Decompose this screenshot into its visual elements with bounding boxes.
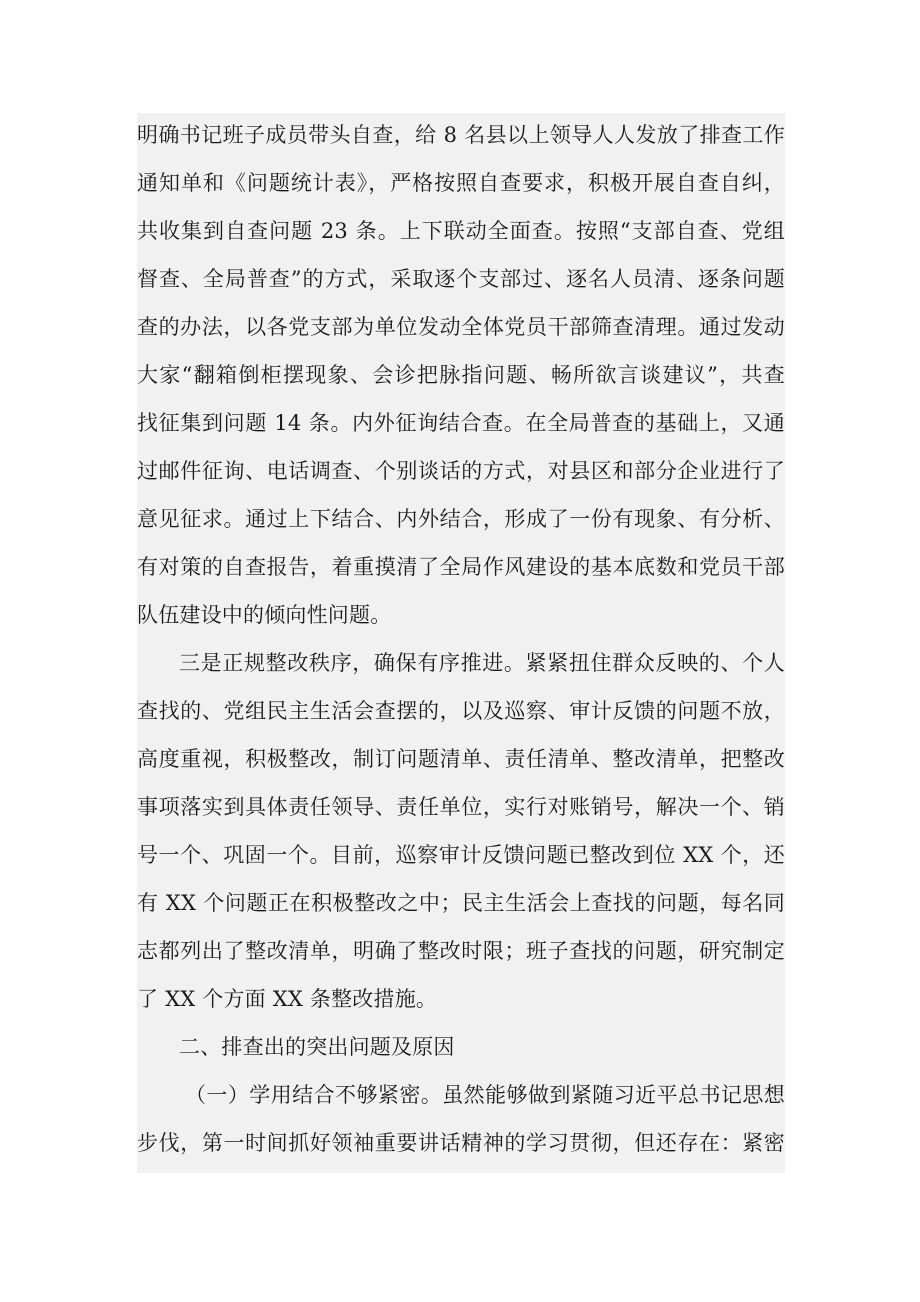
text-line: 有对策的自查报告，着重摸清了全局作风建设的基本底数和党员干部 [137, 555, 785, 579]
text-line: 找征集到问题 14 条。内外征询结合查。在全局普查的基础上，又通 [137, 411, 785, 435]
text-line: 共收集到自查问题 23 条。上下联动全面查。按照“支部自查、党组 [137, 219, 785, 243]
text-line: 大家“翻箱倒柜摆现象、会诊把脉指问题、畅所欲言谈建议”，共查 [137, 363, 785, 387]
text-line: 志都列出了整改清单，明确了整改时限；班子查找的问题，研究制定 [137, 939, 785, 963]
text-line: 查的办法，以各党支部为单位发动全体党员干部筛查清理。通过发动 [137, 315, 785, 339]
text-line: 意见征求。通过上下结合、内外结合，形成了一份有现象、有分析、 [137, 507, 785, 531]
document-body [137, 113, 785, 1173]
text-line: 通知单和《问题统计表》，严格按照自查要求，积极开展自查自纠， [137, 171, 785, 195]
section-heading: 二、排查出的突出问题及原因 [179, 1035, 455, 1059]
text-line: 明确书记班子成员带头自查，给 8 名县以上领导人人发放了排查工作 [137, 123, 785, 147]
text-line: 高度重视，积极整改，制订问题清单、责任清单、整改清单，把整改 [137, 747, 785, 771]
text-line: 了 XX 个方面 XX 条整改措施。 [137, 987, 438, 1011]
text-line: 过邮件征询、电话调查、个别谈话的方式，对县区和部分企业进行了 [137, 459, 785, 483]
paragraph-first-line: 三是正规整改秩序，确保有序推进。紧紧扭住群众反映的、个人 [179, 651, 785, 675]
paragraph-first-line: （一）学用结合不够紧密。虽然能够做到紧随习近平总书记思想 [185, 1083, 785, 1107]
text-line: 查找的、党组民主生活会查摆的，以及巡察、审计反馈的问题不放， [137, 699, 785, 723]
text-line: 事项落实到具体责任领导、责任单位，实行对账销号，解决一个、销 [137, 795, 785, 819]
text-line: 队伍建设中的倾向性问题。 [137, 603, 392, 627]
text-line: 号一个、巩固一个。目前，巡察审计反馈问题已整改到位 XX 个，还 [137, 843, 785, 867]
text-line: 督查、全局普查”的方式，采取逐个支部过、逐名人员清、逐条问题 [137, 267, 785, 291]
text-line: 有 XX 个问题正在积极整改之中；民主生活会上查找的问题，每名同 [137, 891, 785, 915]
text-line: 步伐，第一时间抓好领袖重要讲话精神的学习贯彻，但还存在：紧密 [137, 1131, 785, 1155]
